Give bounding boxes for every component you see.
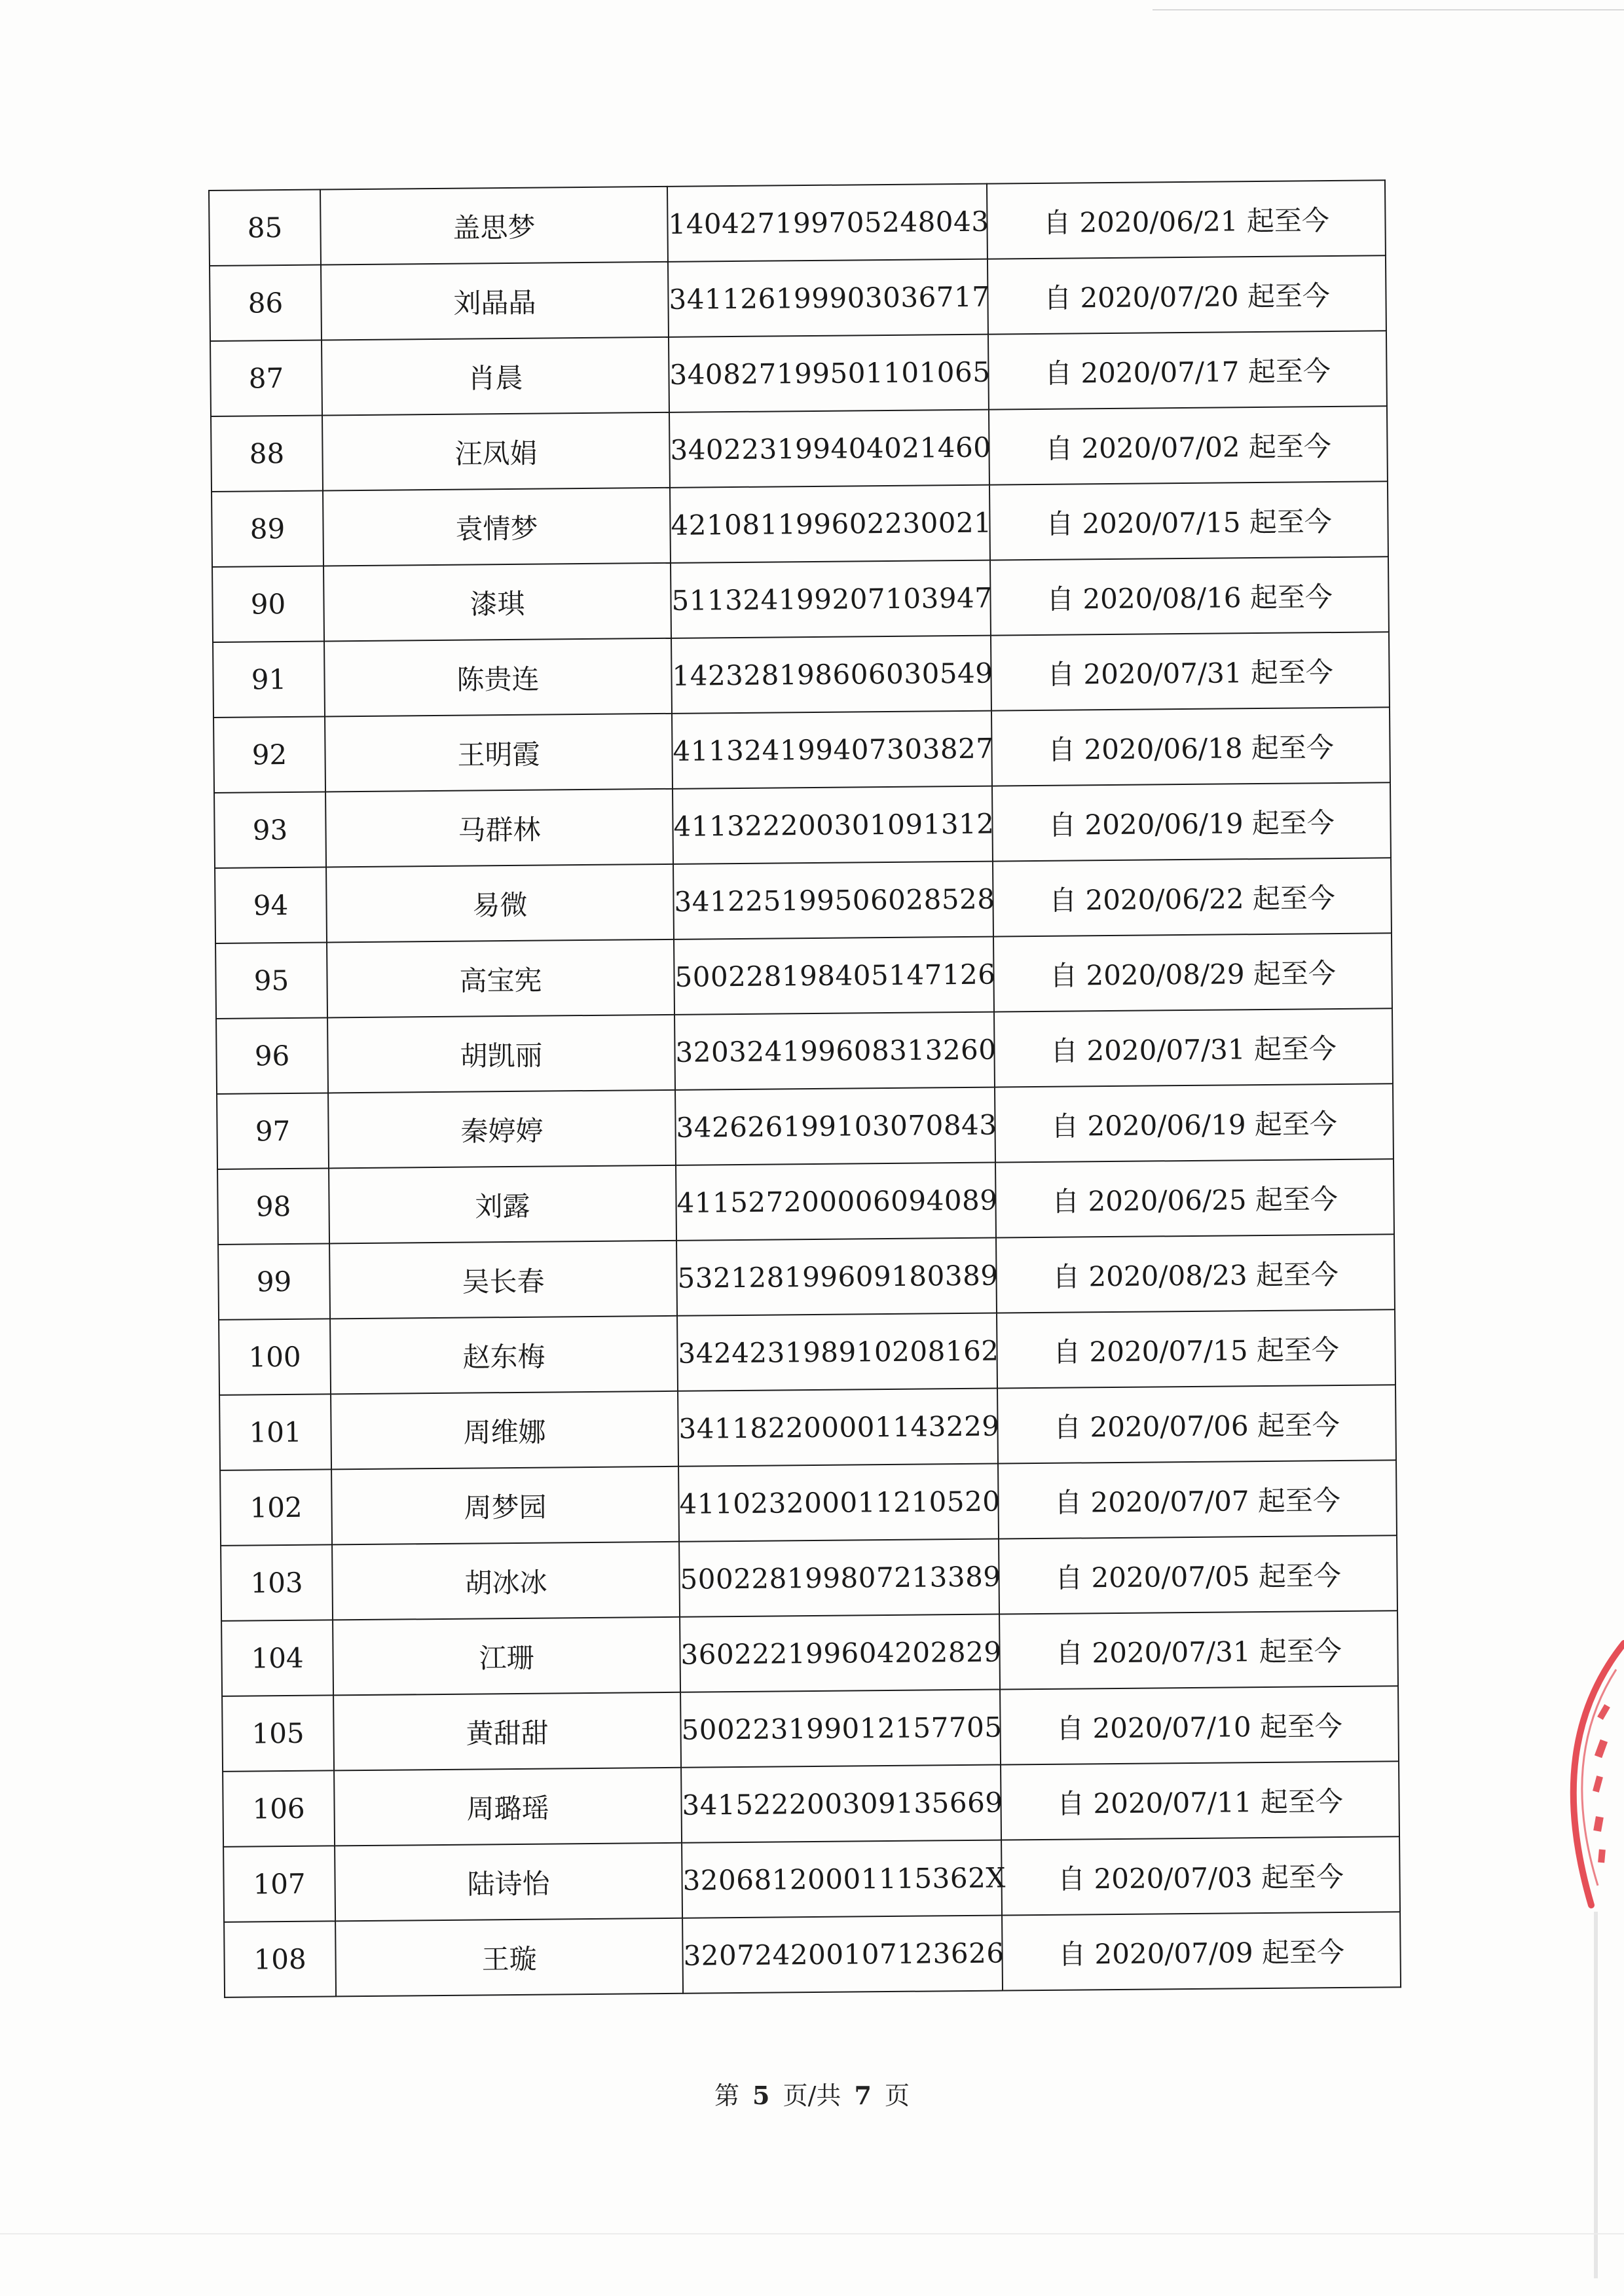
employment-date: 自 2020/07/06 起至今 (997, 1385, 1396, 1463)
page-total: 7 (854, 2081, 872, 2110)
employment-date: 自 2020/07/05 起至今 (999, 1535, 1397, 1614)
id-number: 32068120001115362X (682, 1840, 1002, 1918)
employee-name: 高宝宪 (327, 939, 674, 1018)
table-row (210, 255, 1386, 341)
table-row (224, 1912, 1401, 1997)
table-row (217, 1159, 1394, 1245)
employment-date: 自 2020/07/31 起至今 (999, 1611, 1398, 1689)
table-row (220, 1460, 1397, 1546)
id-number: 500223199012157705 (680, 1690, 1001, 1768)
employee-table-body (209, 180, 1401, 1997)
row-number: 107 (223, 1846, 335, 1922)
row-number: 92 (213, 716, 325, 792)
employee-name: 秦婷婷 (328, 1090, 676, 1169)
row-number: 93 (214, 792, 326, 867)
scan-artifact-bottom (0, 2233, 1624, 2234)
employee-name: 胡凯丽 (327, 1015, 675, 1093)
id-number: 532128199609180389 (676, 1238, 997, 1316)
page-label-middle: 页/共 (783, 2081, 841, 2110)
id-number: 342626199103070843 (675, 1087, 995, 1165)
table-row (218, 1234, 1395, 1320)
page-current: 5 (752, 2081, 770, 2110)
id-number: 341182200001143229 (678, 1389, 998, 1467)
table-row (214, 782, 1391, 868)
row-number: 85 (209, 190, 321, 266)
id-number: 340827199501101065 (669, 335, 989, 412)
employment-date: 自 2020/07/20 起至今 (987, 255, 1386, 334)
row-number: 108 (224, 1921, 336, 1997)
employee-name: 易微 (326, 864, 674, 943)
table-row (213, 707, 1390, 793)
employment-date: 自 2020/07/15 起至今 (989, 481, 1388, 560)
employee-name: 周维娜 (331, 1391, 678, 1470)
table-row (223, 1836, 1400, 1922)
row-number: 95 (215, 942, 327, 1018)
id-number: 340223199404021460 (669, 410, 989, 488)
row-number: 100 (219, 1319, 331, 1394)
row-number: 97 (217, 1093, 329, 1169)
employment-date: 自 2020/08/16 起至今 (990, 556, 1389, 635)
id-number: 500228199807213389 (679, 1539, 999, 1617)
table-row (210, 331, 1387, 416)
employee-name: 汪凤娟 (322, 412, 670, 491)
employee-name: 陆诗怡 (335, 1843, 682, 1922)
red-seal-stamp-icon (1532, 1630, 1624, 1931)
id-number: 342423198910208162 (677, 1313, 997, 1391)
row-number: 86 (210, 265, 322, 341)
table-row (219, 1385, 1396, 1470)
table-row (221, 1535, 1397, 1621)
table-row (223, 1761, 1399, 1847)
page-label-prefix: 第 (714, 2081, 739, 2110)
employee-name: 漆琪 (323, 563, 671, 642)
employee-table (208, 179, 1401, 1998)
table-row (222, 1686, 1399, 1772)
employment-date: 自 2020/06/22 起至今 (993, 858, 1392, 936)
row-number: 105 (222, 1695, 334, 1771)
id-number: 360222199604202829 (680, 1614, 1000, 1692)
table-row (211, 406, 1388, 492)
employment-date: 自 2020/06/25 起至今 (995, 1159, 1394, 1237)
id-number: 411527200006094089 (676, 1163, 996, 1241)
employment-date: 自 2020/06/19 起至今 (992, 782, 1391, 861)
row-number: 91 (213, 641, 325, 717)
employee-name: 周璐瑶 (334, 1768, 682, 1846)
row-number: 96 (216, 1017, 328, 1093)
row-number: 87 (210, 340, 322, 416)
id-number: 140427199705248043 (667, 184, 987, 262)
row-number: 99 (218, 1243, 330, 1319)
page-label-suffix: 页 (885, 2081, 910, 2110)
id-number: 421081199602230021 (670, 485, 990, 563)
id-number: 411322200301091312 (673, 786, 993, 864)
row-number: 101 (219, 1394, 331, 1470)
table-row (217, 1084, 1393, 1169)
employment-date: 自 2020/07/02 起至今 (989, 406, 1388, 484)
employment-date: 自 2020/07/07 起至今 (998, 1460, 1397, 1539)
employment-date: 自 2020/06/21 起至今 (987, 180, 1386, 259)
employee-name: 刘晶晶 (321, 262, 669, 340)
employment-date: 自 2020/07/11 起至今 (1001, 1761, 1399, 1840)
row-number: 90 (212, 566, 324, 642)
employment-date: 自 2020/07/10 起至今 (1000, 1686, 1399, 1764)
employee-name: 肖晨 (322, 337, 669, 416)
employment-date: 自 2020/07/15 起至今 (997, 1309, 1395, 1388)
row-number: 103 (221, 1544, 333, 1620)
employment-date: 自 2020/08/23 起至今 (996, 1234, 1395, 1313)
table-row (215, 858, 1392, 943)
employment-date: 自 2020/08/29 起至今 (993, 933, 1392, 1011)
employment-date: 自 2020/07/31 起至今 (994, 1008, 1393, 1087)
table-row (219, 1309, 1395, 1395)
employee-name: 袁情梦 (323, 488, 671, 566)
id-number: 411023200011210520 (678, 1464, 999, 1542)
employment-date: 自 2020/06/18 起至今 (991, 707, 1390, 786)
id-number: 341126199903036717 (668, 259, 988, 337)
employment-date: 自 2020/06/19 起至今 (995, 1084, 1393, 1162)
page-footer (0, 2075, 1624, 2111)
employee-table-container (208, 179, 1395, 1997)
scan-artifact-top (1153, 9, 1624, 10)
employee-name: 王明霞 (325, 714, 673, 792)
id-number: 320324199608313260 (674, 1012, 995, 1090)
table-row (216, 1008, 1393, 1094)
employee-name: 盖思梦 (320, 187, 668, 265)
employee-name: 吴长春 (329, 1241, 677, 1319)
row-number: 102 (220, 1469, 332, 1545)
table-row (212, 556, 1389, 642)
row-number: 98 (217, 1168, 329, 1244)
id-number: 320724200107123626 (682, 1916, 1003, 1994)
employment-date: 自 2020/07/17 起至今 (988, 331, 1387, 409)
table-row (215, 933, 1392, 1019)
id-number: 341225199506028528 (673, 862, 993, 939)
employee-name: 王璇 (335, 1918, 683, 1997)
table-row (212, 481, 1388, 567)
id-number: 341522200309135669 (681, 1765, 1001, 1843)
employment-date: 自 2020/07/03 起至今 (1001, 1836, 1400, 1915)
employment-date: 自 2020/07/09 起至今 (1002, 1912, 1401, 1990)
table-row (209, 180, 1386, 266)
table-row (213, 632, 1390, 718)
employment-date: 自 2020/07/31 起至今 (991, 632, 1390, 710)
row-number: 106 (223, 1770, 335, 1846)
row-number: 104 (221, 1620, 333, 1696)
id-number: 500228198405147126 (674, 937, 994, 1015)
table-row (221, 1611, 1398, 1696)
employee-name: 黄甜甜 (333, 1692, 681, 1771)
employee-name: 刘露 (329, 1165, 676, 1244)
row-number: 88 (211, 415, 323, 491)
employee-name: 胡冰冰 (332, 1542, 680, 1620)
row-number: 94 (215, 867, 327, 943)
id-number: 511324199207103947 (671, 560, 991, 638)
employee-name: 陈贵连 (324, 638, 672, 717)
id-number: 411324199407303827 (672, 711, 992, 789)
employee-name: 江珊 (333, 1617, 680, 1696)
id-number: 142328198606030549 (671, 636, 991, 714)
row-number: 89 (212, 490, 323, 566)
employee-name: 周梦园 (331, 1467, 679, 1545)
employee-name: 赵东梅 (330, 1316, 678, 1394)
employee-name: 马群林 (325, 789, 673, 867)
